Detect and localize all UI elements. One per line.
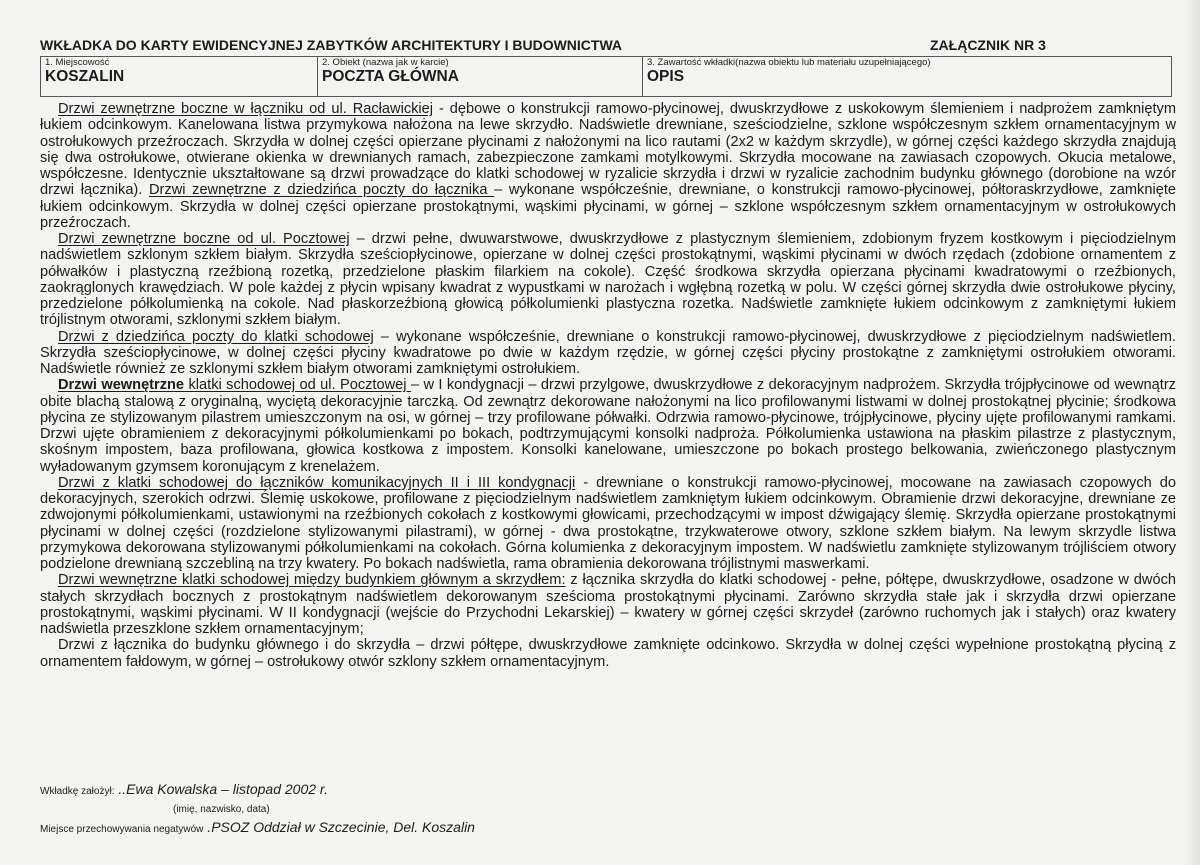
- field-object: [318, 57, 643, 96]
- description-paragraph: [40, 475, 1176, 573]
- author-line: [40, 781, 328, 797]
- description-body: [40, 101, 1176, 670]
- document-title: WKŁADKA DO KARTY EWIDENCYJNEJ ZABYTKÓW ARCHITEKTURY I BUDOWNICTWA: [40, 37, 623, 53]
- description-paragraph: [40, 377, 1176, 475]
- section-heading: Drzwi zewnętrzne z dziedzińca poczty do łącznika: [149, 182, 495, 199]
- field-label: 3. Zawartość wkładki(nazwa obiektu lub materiału uzupełniającego): [647, 57, 931, 68]
- paragraph-text: - drewniane o konstrukcji ramowo-płycinowej, mocowane na zawiasach czopowych do dekoracyjnych, szerokich odrzwi. Ślemię uskokowe, profilowane z pięciodzielnym nadświetlem zamkniętym łukiem odcinkowym. Obramienie drzwi dekoracyjne, drewniane ze zdwojonymi półkolumienkami, ustawionymi na rzeźbionych cokołach z kostkowymi głowicami, przechodzącymi w impost dźwigający ślemię. Skrzydła opierzane prostokątnymi płycinami w dolnej części (rozdzielone stylizowanymi pilastrami), w górnej - dwa prostokątne, trzykwaterowe otwory, szklone szkłem białym. Na lewym skrzydle listwa przymykowa dekorowana stylizowanymi półkolumienkami na cokołach. Górna kolumienka z dekoracyjnym impostem. W nadświetlu zamknięte stylizowanym trójliściem otwory podzielone drewnianą szczebliną na trzy kwatery. Po bokach nadświetla, rama obramienia dekorowana trójlistnymi maswerkami.: [40, 474, 1177, 572]
- field-location: [41, 57, 318, 96]
- description-paragraph: [40, 101, 1176, 231]
- section-heading: klatki schodowej od ul. Pocztowej: [184, 377, 411, 394]
- section-heading: Drzwi z dziedzińca poczty do klatki schodowej: [58, 328, 374, 345]
- section-heading: Drzwi wewnętrzne: [58, 377, 185, 394]
- description-paragraph: [40, 329, 1176, 378]
- author-value: ..Ewa Kowalska – listopad 2002 r.: [114, 781, 328, 797]
- field-label: 1. Miejscowość: [45, 57, 110, 68]
- section-heading: Drzwi z klatki schodowej do łączników komunikacyjnych II i III kondygnacji: [58, 474, 576, 491]
- section-heading: Drzwi zewnętrzne boczne od ul. Pocztowej: [58, 231, 350, 247]
- paragraph-text: – w I kondygnacji – drzwi przylgowe, dwuskrzydłowe z dekoracyjnym nadprożem. Skrzydła trójpłycinowe od wewnątrz obite blachą stalową z oryginalną, wyciętą dekoracyjnie tarczką. Od zewnątrz dekorowane nałożonymi na lico profilowanymi listwami w dolnej prostokątnej płycinie; środkowa płycina ze stylizowanym pilastrem umieszczonym na osi, w górnej – trzy profilowane półwałki. Odrzwia ramowo-płycinowe, trójpłycinowe, płyciny ujęte profilowanymi ramkami. Drzwi ujęte obramieniem z dekoracyjnymi półkolumienkami po bokach, podtrzymującymi konsolki nadproża. Półkolumienka ustawiona na płaskim pilastrze z plastycznym, skośnym impostem, baza profilowana, głowica kostkowa z impostem. Konsolki kanelowane, umieszczone po bokach prostego belkowania, zwieńczonego plastycznym wyładowanym gzymsem koronującym z krenelażem.: [40, 377, 1176, 475]
- paragraph-text: – wykonane współcześnie, drewniane, o konstrukcji ramowo-płycinowej, półtoraskrzydłowe, zamknięte łukiem odcinkowym. Skrzydła w dolnej części opierzane prostokątnymi, wąskimi płycinami, w górnej – szklone współczesnym szkłem ornamentacyjnym w ostrołukowych przeźroczach.: [40, 182, 1176, 231]
- storage-label: Miejsce przechowywania negatywów: [40, 824, 204, 835]
- description-paragraph: [40, 231, 1176, 329]
- author-hint: (imię, nazwisko, data): [173, 804, 270, 815]
- description-paragraph: [40, 572, 1176, 637]
- field-value: POCZTA GŁÓWNA: [322, 68, 459, 85]
- paragraph-text: – wykonane współcześnie, drewniane o konstrukcji ramowo-płycinowej, dwuskrzydłowe z pięciodzielnym nadświetlem. Skrzydła sześciopłycinowe, w dolnej części płyciny kwadratowe po dwie w każdym rzędzie, w górnej części płyciny prostokątne z zamkniętymi ostrołukiem otworami. Nadświetle również ze szklonymi szkłem białym otworami zamkniętymi ostrołukiem.: [40, 328, 1176, 377]
- author-label: Wkładkę założył:: [40, 786, 115, 797]
- paragraph-text: Drzwi z łącznika do budynku głównego i do skrzydła – drzwi półtępe, dwuskrzydłowe zamknięte odcinkowo. Skrzydła w dolnej części wypełnione prostokątną płyciną z ornamentem fałdowym, w górnej – ostrołukowy otwór szklony szkłem ornamentacyjnym.: [40, 637, 1176, 670]
- header-fields-table: [40, 56, 1172, 97]
- document-header: [40, 37, 1172, 55]
- section-heading: Drzwi zewnętrzne boczne w łączniku od ul. Racławickiej: [58, 101, 434, 117]
- field-content: [643, 57, 1171, 96]
- field-label: 2. Obiekt (nazwa jak w karcie): [322, 57, 449, 68]
- field-value: KOSZALIN: [45, 68, 125, 85]
- section-heading: Drzwi wewnętrzne klatki schodowej między budynkiem głównym a skrzydłem:: [58, 572, 566, 589]
- paragraph-text: z łącznika skrzydła do klatki schodowej - pełne, półtępe, dwuskrzydłowe, osadzone w dwóch stałych skrzydłach bocznych z prostokątnym nadświetlem dekorowanym sześcioma prostokątnymi płycinami. Zarówno skrzydła stałe jak i skrzydła drzwi opierzane prostokątnymi, wąskimi płycinami. W II kondygnacji (wejście do Przychodni Lekarskiej) – kwatery w górnej części skrzydeł (zarówno ruchomych jak i stałych) oraz kwatery nadświetla przeszklone szkłem ornamentacyjnym;: [40, 572, 1176, 637]
- description-paragraph: [40, 637, 1176, 670]
- paragraph-text: – drzwi pełne, dwuwarstwowe, dwuskrzydłowe z plastycznym ślemieniem, zdobionym fryzem kostkowym i pięciodzielnym nadświetlem szklonym szkłem białym. Skrzydła sześciopłycinowe, opierzane w dolnej części prostokątnymi, wąskimi płycinami w dwóch rzędach (zdobione ornamentem z półwałków i plastyczną rzeźbioną rozetką, przedzielone płaskim filarkiem na cokole). Część środkowa skrzydła opierzana płycinami kwadratowymi o rzeźbionych, zaokrąglonych krawędziach. W pole każdej z płycin wpisany kwadrat z wypustkami w narożach i wgłębną rozetką w polu. W części górnej skrzydła dwie ostrołukowe płyciny, przedzielone półkolumienką na cokole. Nad płaskorzeźbioną głowicą półkolumienki plastyczna rozetka. Nadświetle zamknięte łukiem odcinkowym z zamkniętymi łukiem trójlistnym otworami, szklonymi szkłem białym.: [40, 231, 1176, 329]
- paragraph-text: - dębowe o konstrukcji ramowo-płycinowej, dwuskrzydłowe z uskokowym ślemieniem i nadprożem zamkniętym łukiem odcinkowym. Kanelowana listwa przymykowa nałożona na lewe skrzydło. Nadświetle drewniane, sześciodzielne, szklone współczesnym szkłem ornamentacyjnym w ostrołukowych przeźroczach. Skrzydła w dolnej części opierzane płycinami z nałożonymi na lico rautami (2x2 w każdym skrzydle), w górnej części każdego skrzydła znajdują się dwa ostrołukowe, otwierane okienka w drewnianych ramach, zabezpieczone zamkami motylkowymi. Skrzydła mocowane na zawiasach czopowych. Okucia metalowe, współczesne. Identycznie ukształtowane są drzwi prowadzące do klatki schodowej w ryzalicie skrzydła i drzwi w ryzalicie zachodnim budynku głównego (dorobione na wzór drzwi łącznika).: [40, 101, 1177, 199]
- storage-line: [40, 819, 475, 835]
- storage-value: .PSOZ Oddział w Szczecinie, Del. Koszalin: [203, 819, 475, 835]
- field-value: OPIS: [647, 68, 685, 85]
- attachment-number: ZAŁĄCZNIK NR 3: [930, 37, 1046, 53]
- scan-edge: [1186, 0, 1200, 865]
